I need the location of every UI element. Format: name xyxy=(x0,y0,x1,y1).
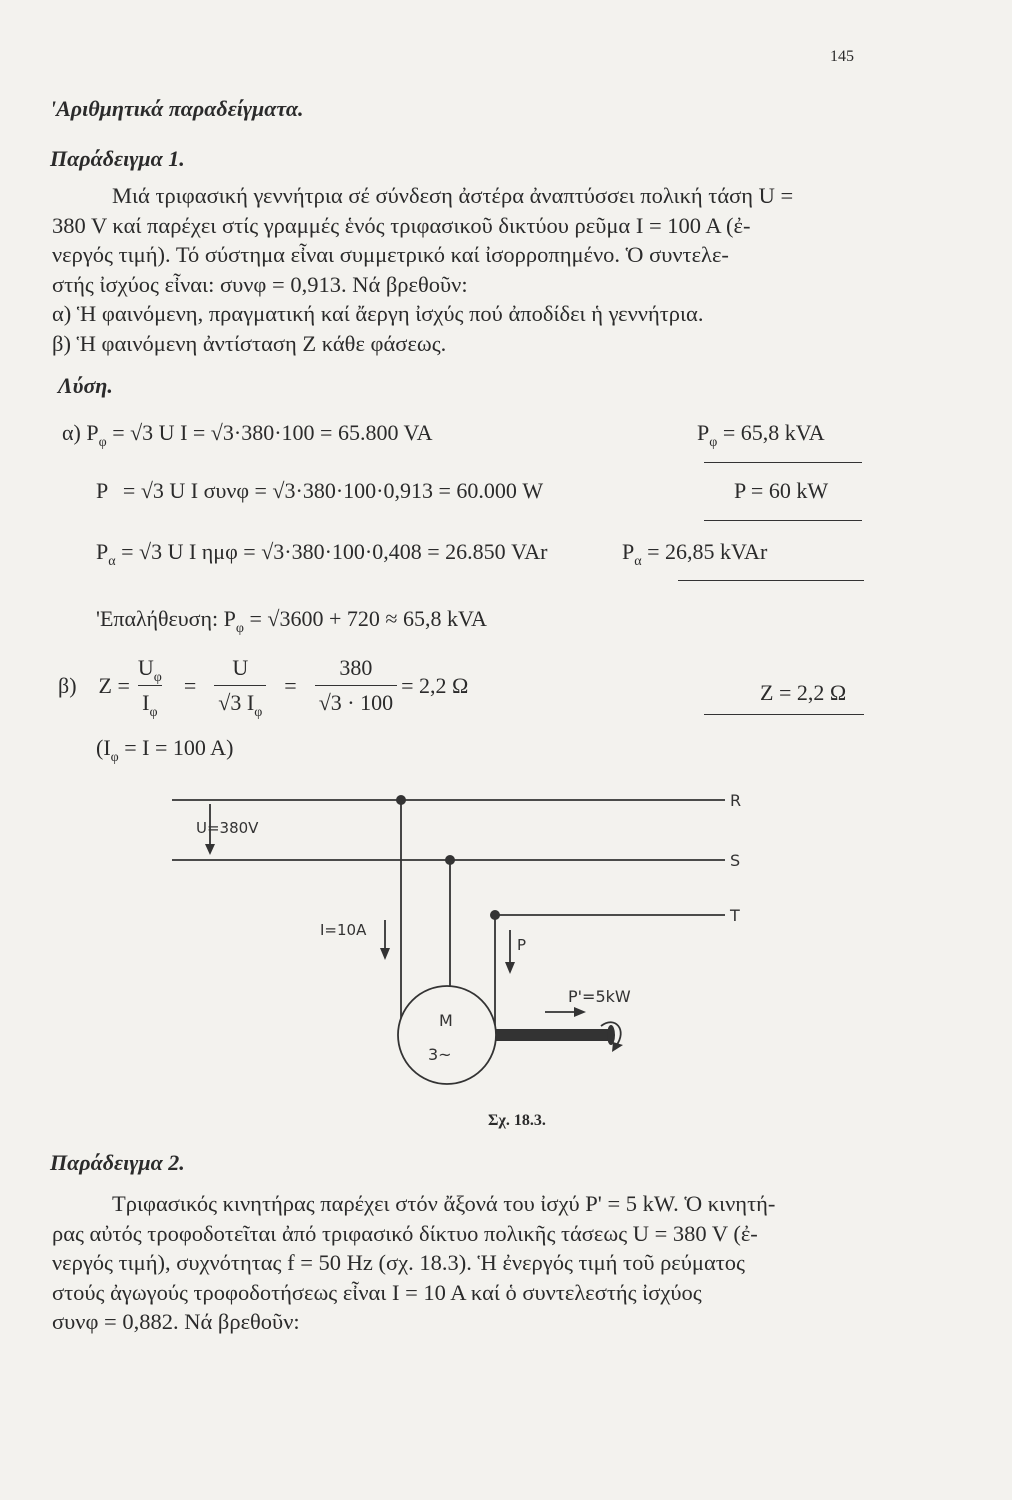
text-line: α) Ἡ φαινόμενη, πραγματική καί ἄεργη ἰσχύς πού ἀποδίδει ἡ γεννήτρια. xyxy=(52,301,704,326)
note-body: = I = 100 A) xyxy=(124,735,234,760)
verification-body: = √3600 + 720 ≈ 65,8 kVA xyxy=(249,606,487,631)
motor-shaft xyxy=(496,1029,612,1041)
frac-den: √3 · 100 xyxy=(315,685,397,716)
figure-caption: Σχ. 18.3. xyxy=(488,1112,546,1129)
fraction-1 xyxy=(134,655,166,720)
page-number: 145 xyxy=(830,48,854,65)
frac-num-sub: φ xyxy=(153,670,162,685)
frac-den: I xyxy=(142,690,150,715)
result-subscript: α xyxy=(634,554,642,569)
eq-symbol: P xyxy=(86,420,99,445)
frac-den: √3 I xyxy=(218,690,255,715)
result-symbol: P xyxy=(622,539,635,564)
current-arrow-head xyxy=(380,948,390,960)
frac-num: 380 xyxy=(339,655,373,680)
eq-subscript: φ xyxy=(98,435,107,450)
result-reactive-power xyxy=(622,539,768,569)
example-1-text xyxy=(52,181,870,358)
fraction-2 xyxy=(214,655,266,720)
eq-label-b: β) xyxy=(58,672,77,698)
junction-s xyxy=(445,855,455,865)
eq-subscript: α xyxy=(108,554,116,569)
result-underline xyxy=(704,520,862,521)
frac-num: U xyxy=(232,655,249,680)
fraction-3 xyxy=(315,655,397,716)
text-line: στούς ἀγωγούς τροφοδοτήσεως εἶναι I = 10 A καί ὁ συντελεστής ἰσχύος xyxy=(52,1279,702,1305)
result-real-power: P = 60 kW xyxy=(734,478,829,503)
text-line: β) Ἡ φαινόμενη ἀντίσταση Z κάθε φάσεως. xyxy=(52,330,447,356)
shaft-arrow-head xyxy=(574,1007,586,1017)
motor-circle xyxy=(398,986,496,1084)
result-underline xyxy=(678,580,864,581)
result-subscript: φ xyxy=(709,435,718,450)
example-1-title: Παράδειγμα 1. xyxy=(50,146,185,171)
frac-den-sub: φ xyxy=(149,705,158,720)
equation-apparent-power xyxy=(62,420,433,450)
equation-real-power xyxy=(96,478,543,504)
label-s: S xyxy=(730,851,741,870)
text-line: 380 V καί παρέχει στίς γραμμές ἑνός τριφασικοῦ δικτύου ρεῦμα I = 100 A (ἐ- xyxy=(52,212,751,238)
label-voltage: U=380V xyxy=(196,819,259,837)
eq-body: = √3 U I = √3·380·100 = 65.800 VA xyxy=(112,420,433,445)
label-r: R xyxy=(730,791,742,810)
eq-result: = 2,2 Ω xyxy=(401,672,469,698)
text-line: νεργός τιμή), συχνότητας f = 50 Hz (σχ. 18.3). Ἡ ἐνεργός τιμή τοῦ ρεύματος xyxy=(52,1250,745,1275)
text-line: στής ἰσχύος εἶναι: συνφ = 0,913. Νά βρεθοῦν: xyxy=(52,271,468,297)
frac-num: U xyxy=(137,655,154,680)
eq-body: = √3 U I ημφ = √3·380·100·0,408 = 26.850 VAr xyxy=(121,539,548,564)
label-current: I=10A xyxy=(320,921,367,939)
eq-symbol: P xyxy=(96,539,109,564)
junction-t xyxy=(490,910,500,920)
note-open: (I xyxy=(96,735,111,760)
result-value: = 26,85 kVAr xyxy=(647,539,768,564)
power-arrow-head xyxy=(505,962,515,974)
example-2-text xyxy=(52,1189,870,1337)
eq-z: Z = xyxy=(98,672,130,698)
label-t: T xyxy=(730,906,740,925)
result-value: = 65,8 kVA xyxy=(722,420,825,445)
rotation-arrow-head xyxy=(612,1042,623,1052)
label-motor-m: M xyxy=(439,1011,453,1030)
label-p-arrow: P xyxy=(517,936,527,954)
verification-subscript: φ xyxy=(235,621,244,636)
eq-body: = √3 U I συνφ = √3·380·100·0,913 = 60.000 W xyxy=(122,478,544,503)
circuit-diagram xyxy=(160,780,800,1100)
text-line: νεργός τιμή). Τό σύστημα εἶναι συμμετρικό καί ἰσορροπημένο. Ὁ συντελε- xyxy=(52,242,729,267)
solution-title: Λύση. xyxy=(58,373,113,398)
verification-label: 'Επαλήθευση: P xyxy=(96,606,236,631)
voltage-arrow-head xyxy=(205,844,215,855)
verification-line xyxy=(96,606,487,636)
equation-reactive-power xyxy=(96,539,548,569)
result-underline xyxy=(704,714,864,715)
text-line: ρας αὐτός τροφοδοτεῖται ἀπό τριφασικό δίκτυο πολικῆς τάσεως U = 380 V (ἐ- xyxy=(52,1220,758,1246)
text-line: Τριφασικός κινητήρας παρέχει στόν ἄξονά του ἰσχύ P' = 5 kW. Ὁ κινητή- xyxy=(112,1191,776,1216)
label-shaft-power: P'=5kW xyxy=(568,987,631,1006)
current-note xyxy=(96,735,234,765)
result-apparent-power xyxy=(697,420,825,450)
eq-label-a: α) xyxy=(62,420,81,445)
note-subscript: φ xyxy=(110,750,119,765)
text-line: Μιά τριφασική γεννήτρια σέ σύνδεση ἀστέρα ἀναπτύσσει πολική τάση U = xyxy=(112,183,794,208)
result-impedance: Z = 2,2 Ω xyxy=(760,680,847,705)
section-title: 'Αριθμητικά παραδείγματα. xyxy=(50,96,304,121)
junction-r xyxy=(396,795,406,805)
eq-symbol: P xyxy=(96,478,108,503)
shaft-end xyxy=(607,1025,615,1045)
frac-den-sub: φ xyxy=(254,705,263,720)
text-line: συνφ = 0,882. Νά βρεθοῦν: xyxy=(52,1309,300,1334)
example-2-title: Παράδειγμα 2. xyxy=(50,1150,185,1175)
equation-impedance: β) Z = $\frac{U_\varphi}{I_\varphi}$ = $\frac{U}{√3 I_\varphi}$ = $\frac{380}{√3 \cdot 100}$ = 2,2 Ω xyxy=(58,655,469,720)
label-motor-phase: 3~ xyxy=(428,1045,452,1064)
result-symbol: P xyxy=(697,420,710,445)
result-underline xyxy=(704,462,862,463)
